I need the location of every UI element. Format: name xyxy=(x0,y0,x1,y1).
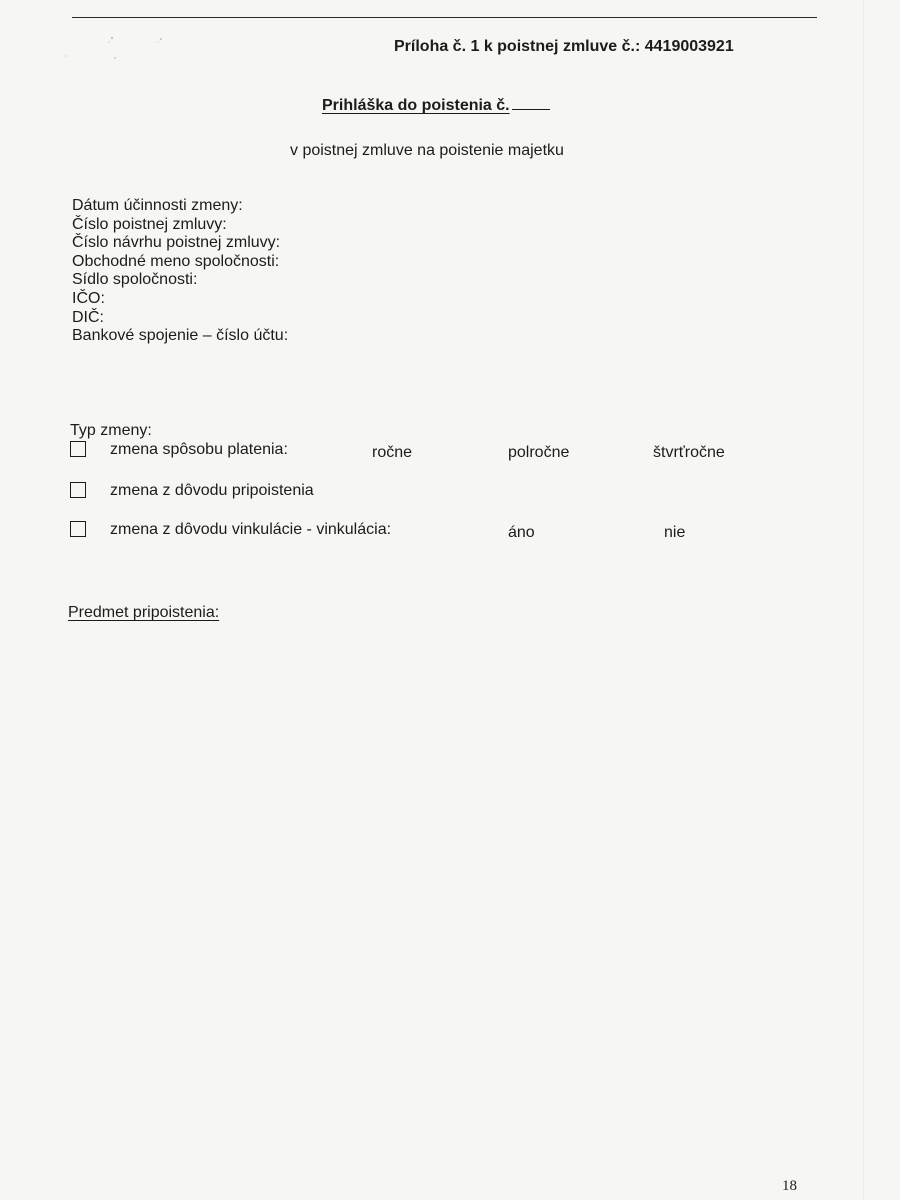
field-bank-account: Bankové spojenie – číslo účtu: xyxy=(72,327,289,345)
option-payment-method xyxy=(70,441,830,463)
option-vinculation xyxy=(70,521,830,543)
form-title-text: Prihláška do poistenia č. xyxy=(322,97,510,114)
vinculation-yes[interactable]: áno xyxy=(508,524,535,541)
change-type-label: Typ zmeny: xyxy=(70,422,152,439)
policy-fields xyxy=(72,197,288,346)
form-subtitle: v poistnej zmluve na poistenie majetku xyxy=(290,142,564,159)
option-additional-insurance xyxy=(70,482,830,504)
page-number: 18 xyxy=(782,1178,797,1194)
payment-semiannual[interactable]: polročne xyxy=(508,444,570,461)
header-rule xyxy=(72,17,817,18)
field-proposal-number: Číslo návrhu poistnej zmluvy: xyxy=(72,234,281,252)
payment-method-label: zmena spôsobu platenia: xyxy=(110,441,288,458)
additional-insurance-checkbox[interactable] xyxy=(70,482,86,498)
annex-header: Príloha č. 1 k poistnej zmluve č.: 4419003921 xyxy=(394,38,734,55)
subject-label: Predmet pripoistenia: xyxy=(68,604,220,621)
page-edge xyxy=(863,0,864,1200)
payment-method-checkbox[interactable] xyxy=(70,441,86,457)
field-company-seat: Sídlo spoločnosti: xyxy=(72,271,198,289)
payment-annual[interactable]: ročne xyxy=(372,444,413,461)
payment-quarterly[interactable]: štvrťročne xyxy=(653,444,725,461)
form-number-blank xyxy=(512,95,550,110)
vinculation-no[interactable]: nie xyxy=(664,524,686,541)
form-title xyxy=(322,95,550,115)
field-ico: IČO: xyxy=(72,289,105,307)
field-policy-number: Číslo poistnej zmluvy: xyxy=(72,215,227,233)
scan-specks xyxy=(60,28,180,68)
additional-insurance-label: zmena z dôvodu pripoistenia xyxy=(110,482,314,499)
field-dic: DIČ: xyxy=(72,308,104,326)
field-effective-date: Dátum účinnosti zmeny: xyxy=(72,197,243,214)
field-company-name: Obchodné meno spoločnosti: xyxy=(72,252,280,270)
vinculation-checkbox[interactable] xyxy=(70,521,86,537)
vinculation-label: zmena z dôvodu vinkulácie - vinkulácia: xyxy=(110,521,392,538)
